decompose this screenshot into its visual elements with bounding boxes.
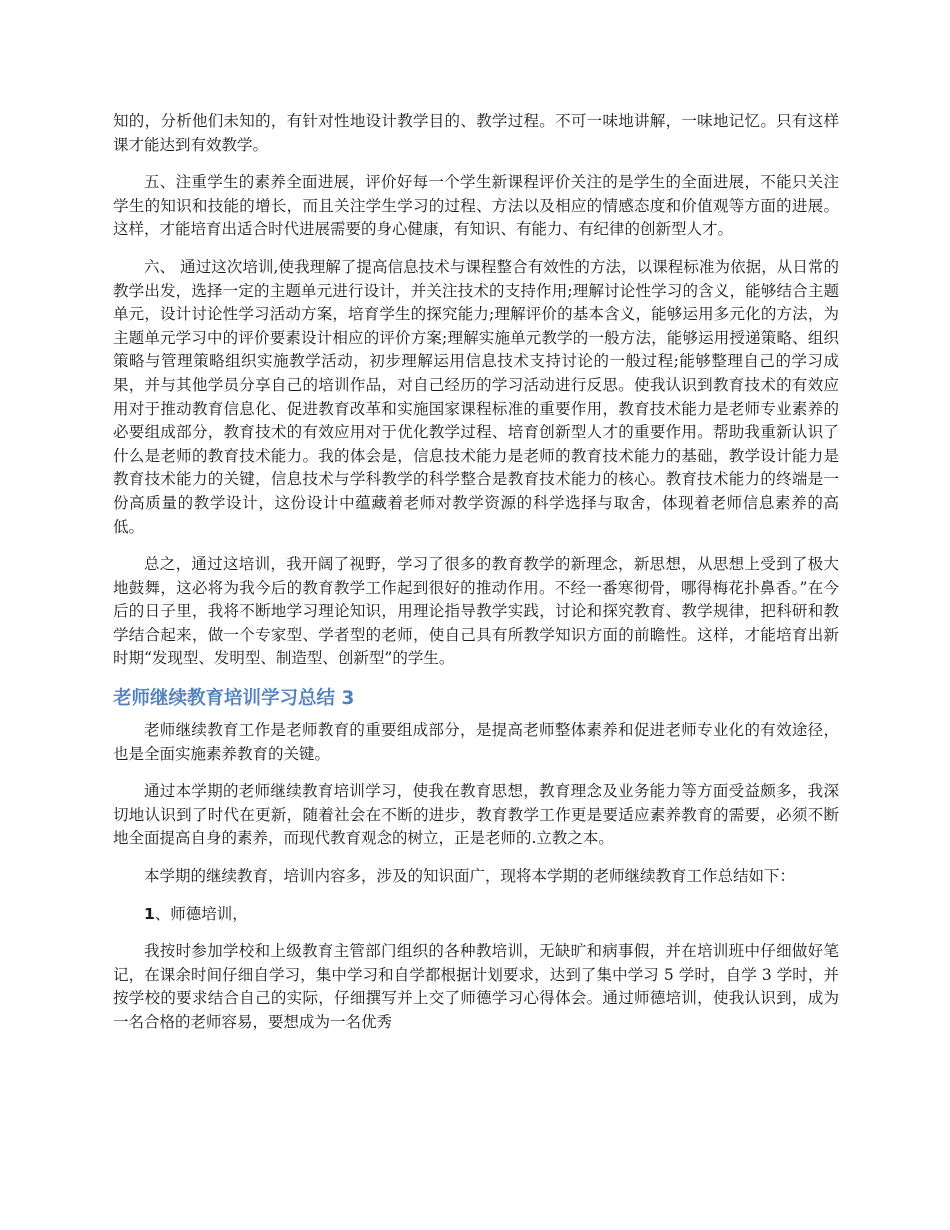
paragraph-point-six: 六、 通过这次培训,使我理解了提高信息技术与课程整合有效性的方法，以课程标准为依据，从日常的教学出发，选择一定的主题单元进行设计，并关注技术的支持作用;理解讨论性学习的含义，能够结合主题单元，设计讨论性学习活动方案，培育学生的探究能力;理解评价的基本含义，能够运用多元化的方法，为主题单元学习中的评价要素设计相应的评价方案;理解实施单元教学的一般方法，能够运用授递策略、组织策略与管理策略组织实施教学活动，初步理解运用信息技术支持讨论的一般过程;能够整理自己的学习成果，并与其他学员分享自己的培训作品，对自己经历的学习活动进行反思。使我认识到教育技术的有效应用对于推动教育信息化、促进教育改革和实施国家课程标准的重要作用，教育技术能力是老师专业素养的必要组成部分，教育技术的有效应用对于优化教学过程、培育创新型人才的重要作用。帮助我重新认识了什么是老师的教育技术能力。我的体会是，信息技术能力是老师的教育技术能力的基础，教学设计能力是教育技术能力的关键，信息技术与学科教学的科学整合是教育技术能力的核心。教育技术能力的终端是一份高质量的教学设计，这份设计中蕴藏着老师对教学资源的科学选择与取舍，体现着老师信息素养的高低。: [113, 257, 839, 536]
paragraph-point-five: 五、注重学生的素养全面进展，评价好每一个学生新课程评价关注的是学生的全面进展，不能只关注学生的知识和技能的增长，而且关注学生学习的过程、方法以及相应的情感态度和价值观等方面的进展。这样，才能培育出适合时代进展需要的身心健康，有知识、有能力、有纪律的创新型人才。: [113, 173, 839, 239]
list-item-number: 1: [144, 904, 155, 923]
paragraph-conclusion: 总之，通过这培训，我开阔了视野，学习了很多的教育教学的新理念，新思想，从思想上受到了极大地鼓舞，这必将为我今后的教育教学工作起到很好的推动作用。不经一番寒彻骨，哪得梅花扑鼻香。”在今后的日子里，我将不断地学习理论知识，用理论指导教学实践，讨论和探究教育、教学规律，把科研和教学结合起来，做一个专家型、学者型的老师，使自己具有所教学知识方面的前瞻性。这样，才能培育出新时期“发现型、发明型、制造型、创新型”的学生。: [113, 555, 839, 668]
paragraph-training-details: 我按时参加学校和上级教育主管部门组织的各种教培训，无缺旷和病事假，并在培训班中仔细做好笔记，在课余时间仔细自学习，集中学习和自学都根据计划要求，达到了集中学习 5 学时，自学 3 学时，并按学校的要求结合自己的实际，仔细撰写并上交了师德学习心得体会。通过师德培训，使我认识到，成为一名合格的老师容易，要想成为一名优秀: [113, 942, 839, 1031]
paragraph-intro: 老师继续教育工作是老师教育的重要组成部分，是提高老师整体素养和促进老师专业化的有效途径，也是全面实施素养教育的关键。: [113, 721, 839, 763]
paragraph-summary-lead: 本学期的继续教育，培训内容多，涉及的知识面广，现将本学期的老师继续教育工作总结如下：: [144, 867, 796, 886]
list-item-ethics-training: [113, 903, 839, 927]
paragraph-continuation: 知的，分析他们未知的，有针对性地设计教学目的、教学过程。不可一味地讲解，一味地记忆。只有这样课才能达到有效教学。: [113, 112, 839, 154]
list-item-text: 、师德培训，: [154, 904, 248, 923]
document-page: [113, 110, 839, 1049]
paragraph-study-benefits: 通过本学期的老师继续教育培训学习，使我在教育思想，教育理念及业务能力等方面受益颇多，我深切地认识到了时代在更新，随着社会在不断的进步，教育教学工作更是要适应素养教育的需要，必须不断地全面提高自身的素养，而现代教育观念的树立，正是老师的.立教之本。: [113, 782, 839, 848]
section-heading: 老师继续教育培训学习总结 3: [113, 688, 355, 710]
